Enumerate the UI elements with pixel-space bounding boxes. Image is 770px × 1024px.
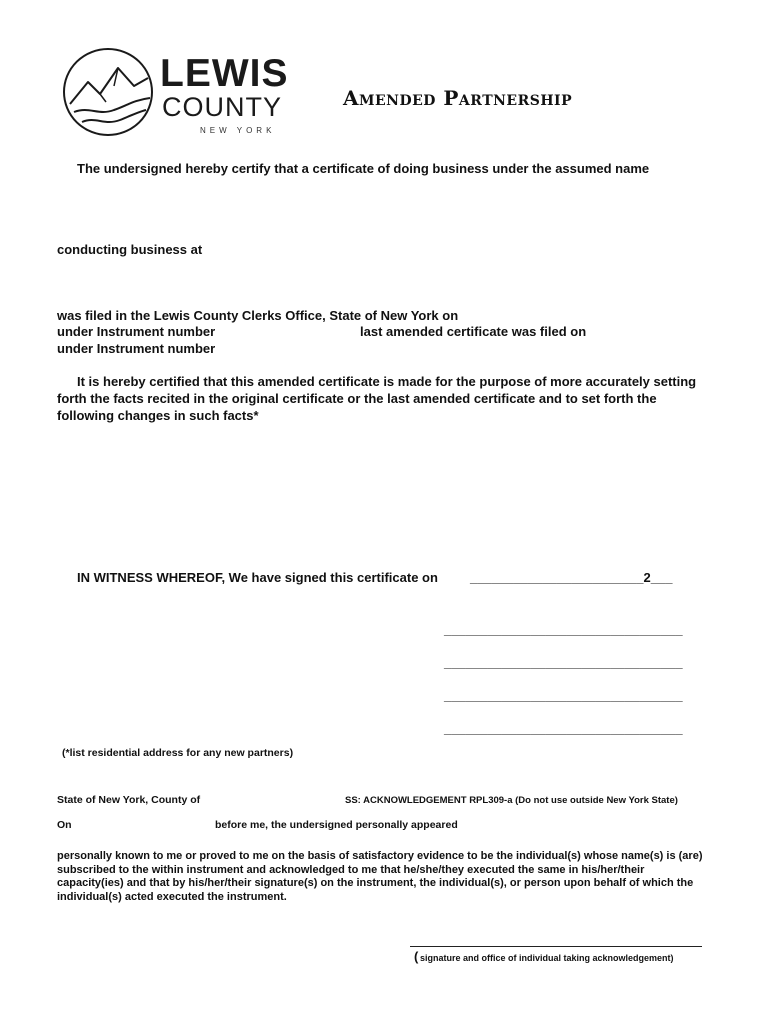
ss-acknowledgement-label: SS: ACKNOWLEDGEMENT RPL309-a (Do not use outside New York State) — [345, 795, 678, 806]
filed-line: was filed in the Lewis County Clerks Office, State of New York on — [57, 308, 459, 323]
intro-text: The undersigned hereby certify that a certificate of doing business under the assumed name — [77, 161, 650, 176]
acknowledgement-signature-line[interactable] — [410, 946, 702, 947]
logo-lewis-text: LEWIS — [160, 52, 289, 95]
mountain-river-circle-icon — [60, 46, 156, 142]
signature-line[interactable]: _________________________________ — [444, 622, 683, 637]
signature-line[interactable]: _________________________________ — [444, 655, 683, 670]
certified-paragraph: It is hereby certified that this amended certificate is made for the purpose of more accurately setting forth the facts recited in the original certificate or the last amended certificate and to set forth the following changes in such facts* — [57, 374, 697, 423]
instrument-number-label-2: under Instrument number — [57, 341, 216, 356]
conducting-business-label: conducting business at — [57, 242, 203, 257]
logo-state-text: NEW YORK — [200, 126, 276, 135]
state-county-label: State of New York, County of — [57, 794, 201, 806]
footnote-text: (*list residential address for any new partners) — [62, 747, 294, 759]
logo-county-text: COUNTY — [162, 92, 282, 122]
sig-label-paren: ( — [414, 949, 419, 964]
last-amended-label: last amended certificate was filed on — [360, 324, 587, 339]
witness-date-blank[interactable]: ________________________2___ — [470, 570, 673, 585]
on-label: On — [57, 819, 72, 831]
acknowledgement-body: personally known to me or proved to me on the basis of satisfactory evidence to be the individual(s) whose name(s) is (are) subscribed to the within instrument and acknowledged to me that he/she/they executed the same in his/her/their capacity(ies) and that by his/her/their signature(s) on the instrument, the individual(s), or person upon behalf of which the individual(s) acted executed the instrument. — [57, 850, 703, 903]
instrument-number-label-1: under Instrument number — [57, 324, 216, 339]
signature-line[interactable]: _________________________________ — [444, 721, 683, 736]
document-title: Amended Partnership — [343, 86, 573, 110]
signature-line[interactable]: _________________________________ — [444, 688, 683, 703]
signature-office-label: signature and office of individual taking acknowledgement) — [420, 953, 674, 963]
before-me-label: before me, the undersigned personally appeared — [215, 819, 458, 831]
witness-text: IN WITNESS WHEREOF, We have signed this certificate on — [77, 570, 438, 585]
